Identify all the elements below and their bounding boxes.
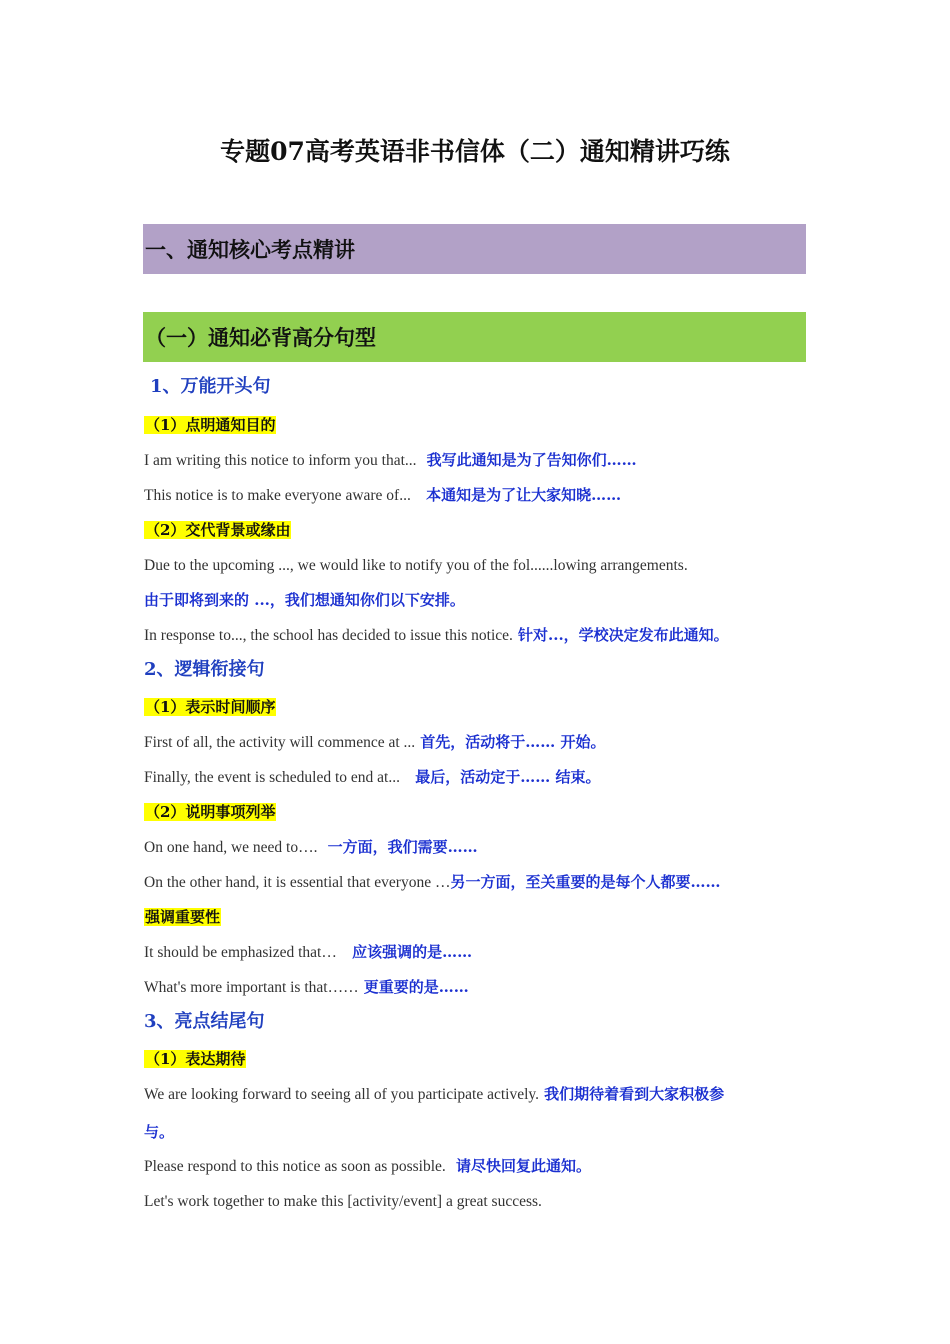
sentence-row xyxy=(144,589,804,611)
sentence-chinese-continued: 与。 xyxy=(144,1123,175,1141)
sentence-english: I am writing this notice to inform you that... xyxy=(144,452,417,469)
sentence-english: It should be emphasized that… xyxy=(144,944,337,961)
heading-opening-sentences: 1、万能开头句 xyxy=(150,376,271,397)
sentence-english: In response to..., the school has decided to issue this notice. xyxy=(144,627,513,644)
tag-row xyxy=(144,519,804,541)
sentence-chinese: 最后，活动定于…… 结束。 xyxy=(415,768,601,786)
sentence-chinese: 针对...，学校决定发布此通知。 xyxy=(518,626,729,644)
tag-row xyxy=(144,414,804,436)
tag-time-order: （1）表示时间顺序 xyxy=(145,698,276,716)
sentence-chinese: 一方面，我们需要…… xyxy=(327,838,478,856)
tag-row xyxy=(144,696,804,718)
sentence-english: First of all, the activity will commence at ... xyxy=(144,734,416,751)
sentence-english: Finally, the event is scheduled to end at... xyxy=(144,769,400,786)
tag-row xyxy=(144,906,804,928)
tag-background-reason: （2）交代背景或缘由 xyxy=(145,521,291,539)
sentence-row xyxy=(144,554,804,577)
sentence-english: This notice is to make everyone aware of... xyxy=(144,487,411,504)
sentence-row xyxy=(144,766,804,789)
tag-state-purpose: （1）点明通知目的 xyxy=(145,416,276,434)
sentence-chinese: 另一方面，至关重要的是每个人都要…… xyxy=(450,873,721,891)
sentence-english: On one hand, we need to…. xyxy=(144,839,318,856)
sentence-chinese: 请尽快回复此通知。 xyxy=(455,1157,591,1175)
heading-logical-connectors: 2、逻辑衔接句 xyxy=(144,659,265,680)
tag-emphasize-importance: 强调重要性 xyxy=(145,908,221,926)
sentence-english: What's more important is that…… xyxy=(144,979,359,996)
sentence-chinese: 我写此通知是为了告知你们…… xyxy=(426,451,637,469)
tag-express-expectation: （1）表达期待 xyxy=(145,1050,246,1068)
document-title: 专题07高考英语非书信体（二）通知精讲巧练 xyxy=(220,137,730,166)
sentence-row xyxy=(144,731,804,754)
sentence-chinese: 应该强调的是…… xyxy=(352,943,473,961)
sentence-row xyxy=(144,976,804,999)
sentence-chinese: 由于即将到来的 ...，我们想通知你们以下安排。 xyxy=(144,591,465,609)
sentence-english: On the other hand, it is essential that everyone … xyxy=(144,874,451,891)
tag-row xyxy=(144,1048,804,1070)
sentence-english: Due to the upcoming ..., we would like to notify you of the fol......lowing arrangements. xyxy=(144,557,688,574)
sentence-row xyxy=(144,1121,804,1143)
sentence-english: Please respond to this notice as soon as possible. xyxy=(144,1158,446,1175)
sentence-row xyxy=(144,1155,804,1178)
sentence-row xyxy=(144,836,804,859)
sentence-row xyxy=(144,1190,804,1213)
sentence-chinese: 我们期待着看到大家积极参 xyxy=(544,1085,725,1103)
subsection-heading-sentence-patterns: （一）通知必背高分句型 xyxy=(143,312,806,362)
sentence-chinese: 更重要的是…… xyxy=(363,978,469,996)
tag-listing-items: （2）说明事项列举 xyxy=(145,803,276,821)
heading-closing-sentences: 3、亮点结尾句 xyxy=(144,1011,265,1032)
sentence-row xyxy=(144,941,804,964)
section-heading-core-points: 一、通知核心考点精讲 xyxy=(143,224,806,274)
sentence-english: We are looking forward to seeing all of you participate actively. xyxy=(144,1086,540,1103)
sentence-row xyxy=(144,624,804,647)
sentence-chinese: 本通知是为了让大家知晓…… xyxy=(426,486,622,504)
sentence-row xyxy=(144,1083,804,1106)
sentence-chinese: 首先，活动将于…… 开始。 xyxy=(420,733,606,751)
tag-row xyxy=(144,801,804,823)
sentence-english: Let's work together to make this [activity/event] a great success. xyxy=(144,1193,542,1210)
sentence-row xyxy=(144,871,804,894)
sentence-row xyxy=(144,449,804,472)
sentence-row xyxy=(144,484,804,507)
